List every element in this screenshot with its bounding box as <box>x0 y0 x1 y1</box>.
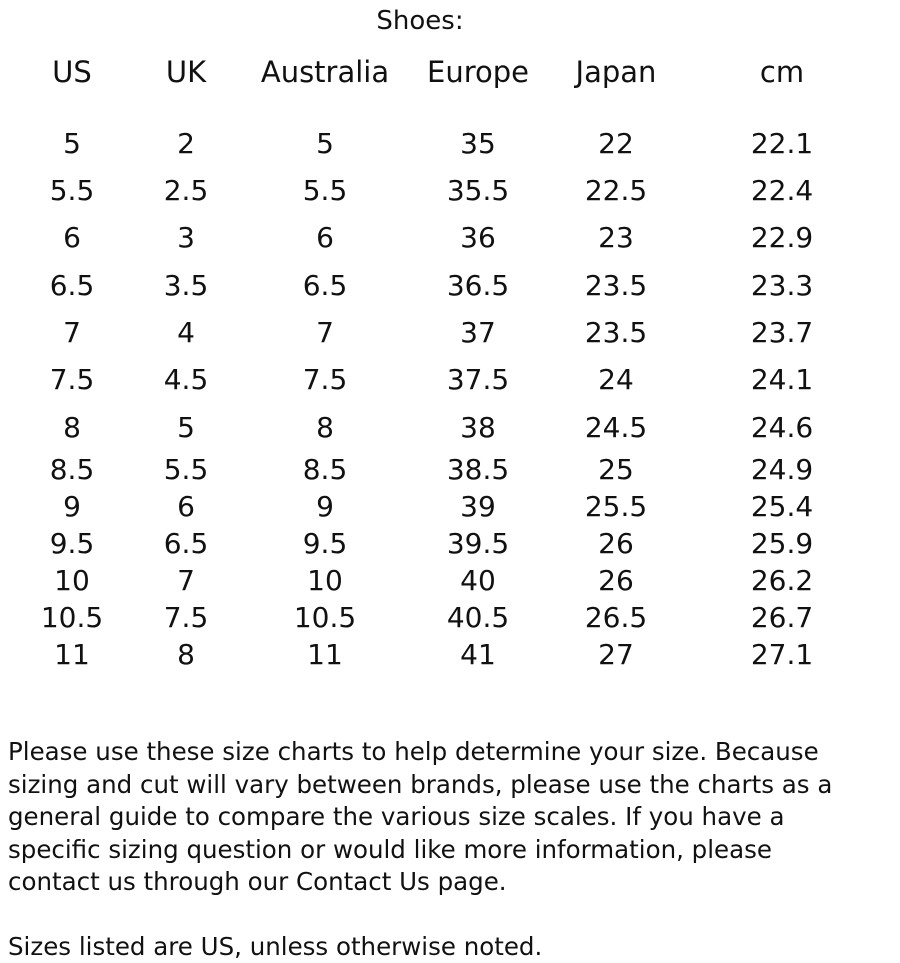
table-cell: 8 <box>316 411 334 444</box>
table-cell: 23.5 <box>584 316 648 349</box>
column-header: US <box>52 55 92 89</box>
note-line: sizing and cut will vary between brands, please use the charts as a <box>8 769 833 799</box>
table-cell: 5 <box>63 127 81 160</box>
table-cell: 27 <box>598 638 634 671</box>
table-cell: 22.5 <box>584 174 648 207</box>
table-cell: 35 <box>460 127 496 160</box>
column-header: Australia <box>260 55 390 89</box>
table-cell: 6.5 <box>49 269 95 302</box>
table-cell: 11 <box>54 638 90 671</box>
table-cell: 7.5 <box>302 363 348 396</box>
table-cell: 22.9 <box>750 221 814 254</box>
table-cell: 9 <box>63 490 81 523</box>
table-cell: 6 <box>177 490 195 523</box>
table-cell: 10 <box>54 564 90 597</box>
table-cell: 26.5 <box>584 601 648 634</box>
table-cell: 7.5 <box>49 363 95 396</box>
note-line: specific sizing question or would like more information, please <box>8 834 772 864</box>
table-cell: 38.5 <box>446 453 510 486</box>
table-cell: 5 <box>177 411 195 444</box>
table-cell: 2.5 <box>163 174 209 207</box>
table-cell: 6 <box>63 221 81 254</box>
table-cell: 6.5 <box>302 269 348 302</box>
table-cell: 27.1 <box>750 638 814 671</box>
table-cell: 9.5 <box>49 527 95 560</box>
table-cell: 7 <box>316 316 334 349</box>
table-cell: 35.5 <box>446 174 510 207</box>
table-cell: 36.5 <box>446 269 510 302</box>
table-cell: 2 <box>177 127 195 160</box>
table-cell: 37 <box>460 316 496 349</box>
table-cell: 26.2 <box>750 564 814 597</box>
table-cell: 37.5 <box>446 363 510 396</box>
table-cell: 24.6 <box>750 411 814 444</box>
table-cell: 26 <box>598 564 634 597</box>
note-line: general guide to compare the various size scales. If you have a <box>8 802 785 831</box>
table-cell: 24.5 <box>584 411 648 444</box>
table-cell: 6.5 <box>163 527 209 560</box>
table-cell: 7 <box>177 564 195 597</box>
table-cell: 6 <box>316 221 334 254</box>
table-cell: 5.5 <box>302 174 348 207</box>
table-cell: 8 <box>177 638 195 671</box>
column-header: cm <box>759 55 805 89</box>
table-cell: 40 <box>460 564 496 597</box>
table-cell: 38 <box>460 411 496 444</box>
footer-note: Sizes listed are US, unless otherwise noted. <box>8 931 543 961</box>
table-cell: 10.5 <box>40 601 104 634</box>
table-cell: 10 <box>307 564 343 597</box>
table-cell: 25.9 <box>750 527 814 560</box>
table-cell: 39.5 <box>446 527 510 560</box>
table-cell: 23.5 <box>584 269 648 302</box>
column-header: UK <box>165 55 207 89</box>
table-cell: 9 <box>316 490 334 523</box>
page-title: Shoes: <box>376 6 464 36</box>
table-cell: 24.9 <box>750 453 814 486</box>
table-cell: 39 <box>460 490 496 523</box>
table-cell: 7.5 <box>163 601 209 634</box>
table-cell: 3.5 <box>163 269 209 302</box>
table-cell: 36 <box>460 221 496 254</box>
table-cell: 23.7 <box>750 316 814 349</box>
table-cell: 3 <box>177 221 195 254</box>
table-cell: 9.5 <box>302 527 348 560</box>
column-header: Japan <box>575 55 657 89</box>
note-line: Please use these size charts to help determine your size. Because <box>8 737 819 766</box>
table-cell: 5.5 <box>163 453 209 486</box>
table-cell: 24.1 <box>750 363 814 396</box>
table-cell: 23.3 <box>750 269 814 302</box>
table-cell: 8 <box>63 411 81 444</box>
table-cell: 25.5 <box>584 490 648 523</box>
table-cell: 23 <box>598 221 634 254</box>
note-line: contact us through our Contact Us page. <box>8 867 507 896</box>
table-cell: 8.5 <box>49 453 95 486</box>
table-cell: 40.5 <box>446 601 510 634</box>
size-notes <box>8 736 892 963</box>
table-cell: 26.7 <box>750 601 814 634</box>
table-cell: 24 <box>598 363 634 396</box>
table-cell: 7 <box>63 316 81 349</box>
table-cell: 5 <box>316 127 334 160</box>
table-cell: 22.1 <box>750 127 814 160</box>
spacer <box>8 899 892 931</box>
table-cell: 22.4 <box>750 174 814 207</box>
table-cell: 8.5 <box>302 453 348 486</box>
table-cell: 26 <box>598 527 634 560</box>
table-cell: 41 <box>460 638 496 671</box>
table-cell: 25.4 <box>750 490 814 523</box>
table-cell: 11 <box>307 638 343 671</box>
table-cell: 5.5 <box>49 174 95 207</box>
table-cell: 10.5 <box>293 601 357 634</box>
table-cell: 22 <box>598 127 634 160</box>
table-cell: 4 <box>177 316 195 349</box>
column-header: Europe <box>427 55 529 89</box>
table-cell: 25 <box>598 453 634 486</box>
table-cell: 4.5 <box>163 363 209 396</box>
